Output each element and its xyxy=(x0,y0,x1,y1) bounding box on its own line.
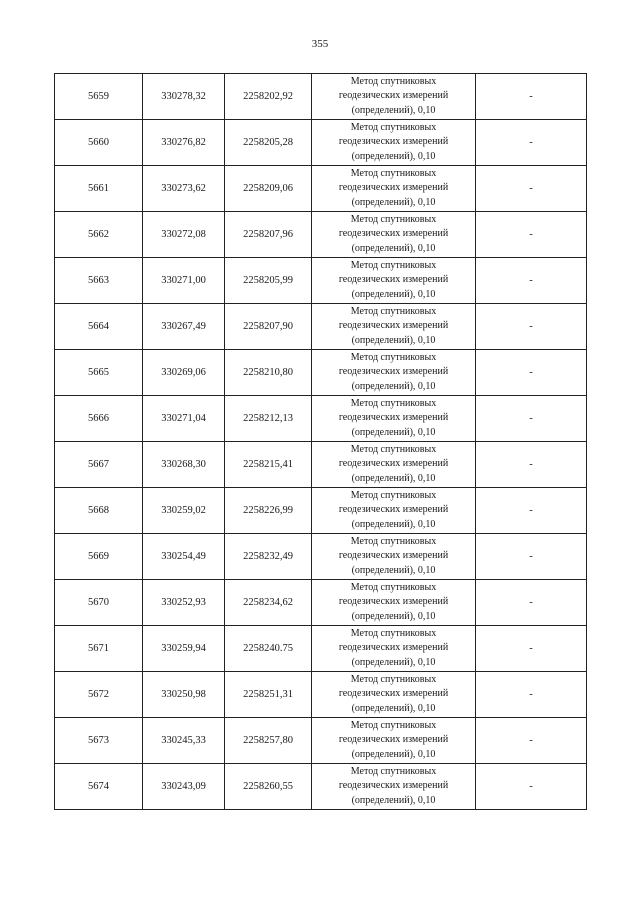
method-line: геодезических измерений xyxy=(338,688,449,700)
method-line: (определений), 0,10 xyxy=(351,426,436,438)
table-row xyxy=(55,672,587,718)
x-coordinate-cell: 330278,32 xyxy=(143,74,225,120)
y-coordinate-cell: 2258205,28 xyxy=(225,120,312,166)
method-line: геодезических измерений xyxy=(338,504,449,516)
method-line: геодезических измерений xyxy=(338,780,449,792)
method-cell xyxy=(312,350,476,396)
point-number-cell: 5670 xyxy=(55,580,143,626)
method-line: (определений), 0,10 xyxy=(351,472,436,484)
point-number-cell: 5661 xyxy=(55,166,143,212)
table-row xyxy=(55,718,587,764)
table-row xyxy=(55,626,587,672)
y-coordinate-cell: 2258205,99 xyxy=(225,258,312,304)
method-cell xyxy=(312,166,476,212)
note-cell: - xyxy=(476,396,587,442)
method-line: (определений), 0,10 xyxy=(351,334,436,346)
method-line: Метод спутниковых xyxy=(350,719,437,731)
note-cell: - xyxy=(476,166,587,212)
point-number-cell: 5666 xyxy=(55,396,143,442)
note-cell: - xyxy=(476,718,587,764)
method-cell xyxy=(312,764,476,810)
y-coordinate-cell: 2258226,99 xyxy=(225,488,312,534)
table-row xyxy=(55,258,587,304)
point-number-cell: 5668 xyxy=(55,488,143,534)
method-line: (определений), 0,10 xyxy=(351,150,436,162)
note-cell: - xyxy=(476,488,587,534)
method-line: геодезических измерений xyxy=(338,734,449,746)
y-coordinate-cell: 2258207,90 xyxy=(225,304,312,350)
y-coordinate-cell: 2258257,80 xyxy=(225,718,312,764)
table-row xyxy=(55,534,587,580)
method-line: Метод спутниковых xyxy=(350,167,437,179)
method-line: Метод спутниковых xyxy=(350,627,437,639)
note-cell: - xyxy=(476,74,587,120)
x-coordinate-cell: 330259,02 xyxy=(143,488,225,534)
method-line: Метод спутниковых xyxy=(350,121,437,133)
note-cell: - xyxy=(476,258,587,304)
x-coordinate-cell: 330271,00 xyxy=(143,258,225,304)
x-coordinate-cell: 330243,09 xyxy=(143,764,225,810)
method-cell xyxy=(312,488,476,534)
method-line: геодезических измерений xyxy=(338,274,449,286)
y-coordinate-cell: 2258240.75 xyxy=(225,626,312,672)
method-cell xyxy=(312,718,476,764)
method-line: (определений), 0,10 xyxy=(351,794,436,806)
table-row xyxy=(55,166,587,212)
method-line: Метод спутниковых xyxy=(350,489,437,501)
y-coordinate-cell: 2258212,13 xyxy=(225,396,312,442)
method-line: (определений), 0,10 xyxy=(351,610,436,622)
note-cell: - xyxy=(476,212,587,258)
method-cell xyxy=(312,396,476,442)
method-cell xyxy=(312,120,476,166)
x-coordinate-cell: 330271,04 xyxy=(143,396,225,442)
method-line: геодезических измерений xyxy=(338,596,449,608)
table-row xyxy=(55,74,587,120)
point-number-cell: 5667 xyxy=(55,442,143,488)
x-coordinate-cell: 330276,82 xyxy=(143,120,225,166)
method-cell xyxy=(312,258,476,304)
method-line: Метод спутниковых xyxy=(350,351,437,363)
method-line: Метод спутниковых xyxy=(350,75,437,87)
method-cell xyxy=(312,534,476,580)
method-line: Метод спутниковых xyxy=(350,581,437,593)
x-coordinate-cell: 330272,08 xyxy=(143,212,225,258)
point-number-cell: 5664 xyxy=(55,304,143,350)
method-line: геодезических измерений xyxy=(338,550,449,562)
point-number-cell: 5660 xyxy=(55,120,143,166)
x-coordinate-cell: 330273,62 xyxy=(143,166,225,212)
method-line: Метод спутниковых xyxy=(350,213,437,225)
method-line: (определений), 0,10 xyxy=(351,518,436,530)
point-number-cell: 5671 xyxy=(55,626,143,672)
table-row xyxy=(55,488,587,534)
method-cell xyxy=(312,672,476,718)
method-line: геодезических измерений xyxy=(338,458,449,470)
method-line: Метод спутниковых xyxy=(350,443,437,455)
method-line: геодезических измерений xyxy=(338,182,449,194)
note-cell: - xyxy=(476,534,587,580)
note-cell: - xyxy=(476,580,587,626)
method-line: (определений), 0,10 xyxy=(351,380,436,392)
table-row xyxy=(55,212,587,258)
y-coordinate-cell: 2258202,92 xyxy=(225,74,312,120)
method-cell xyxy=(312,212,476,258)
y-coordinate-cell: 2258234,62 xyxy=(225,580,312,626)
method-line: (определений), 0,10 xyxy=(351,564,436,576)
point-number-cell: 5674 xyxy=(55,764,143,810)
table-row xyxy=(55,580,587,626)
method-cell xyxy=(312,626,476,672)
x-coordinate-cell: 330268,30 xyxy=(143,442,225,488)
note-cell: - xyxy=(476,304,587,350)
method-line: геодезических измерений xyxy=(338,320,449,332)
method-line: Метод спутниковых xyxy=(350,305,437,317)
x-coordinate-cell: 330267,49 xyxy=(143,304,225,350)
note-cell: - xyxy=(476,120,587,166)
table-row xyxy=(55,304,587,350)
table-row xyxy=(55,396,587,442)
method-line: (определений), 0,10 xyxy=(351,104,436,116)
method-line: Метод спутниковых xyxy=(350,765,437,777)
method-line: геодезических измерений xyxy=(338,412,449,424)
note-cell: - xyxy=(476,442,587,488)
y-coordinate-cell: 2258215,41 xyxy=(225,442,312,488)
note-cell: - xyxy=(476,672,587,718)
y-coordinate-cell: 2258251,31 xyxy=(225,672,312,718)
point-number-cell: 5659 xyxy=(55,74,143,120)
table-row xyxy=(55,764,587,810)
method-line: (определений), 0,10 xyxy=(351,656,436,668)
method-line: (определений), 0,10 xyxy=(351,288,436,300)
point-number-cell: 5662 xyxy=(55,212,143,258)
point-number-cell: 5673 xyxy=(55,718,143,764)
method-line: Метод спутниковых xyxy=(350,259,437,271)
coordinates-table xyxy=(54,73,587,810)
method-line: (определений), 0,10 xyxy=(351,242,436,254)
coordinates-table-body xyxy=(55,74,587,810)
note-cell: - xyxy=(476,764,587,810)
y-coordinate-cell: 2258260,55 xyxy=(225,764,312,810)
method-line: Метод спутниковых xyxy=(350,397,437,409)
method-cell xyxy=(312,442,476,488)
x-coordinate-cell: 330245,33 xyxy=(143,718,225,764)
method-line: геодезических измерений xyxy=(338,90,449,102)
page-number: 355 xyxy=(311,38,329,50)
x-coordinate-cell: 330254,49 xyxy=(143,534,225,580)
table-row xyxy=(55,120,587,166)
method-line: (определений), 0,10 xyxy=(351,748,436,760)
method-cell xyxy=(312,74,476,120)
point-number-cell: 5669 xyxy=(55,534,143,580)
x-coordinate-cell: 330269,06 xyxy=(143,350,225,396)
method-cell xyxy=(312,580,476,626)
method-line: (определений), 0,10 xyxy=(351,196,436,208)
method-line: (определений), 0,10 xyxy=(351,702,436,714)
point-number-cell: 5672 xyxy=(55,672,143,718)
table-row xyxy=(55,350,587,396)
point-number-cell: 5665 xyxy=(55,350,143,396)
y-coordinate-cell: 2258207,96 xyxy=(225,212,312,258)
method-line: геодезических измерений xyxy=(338,642,449,654)
x-coordinate-cell: 330252,93 xyxy=(143,580,225,626)
method-line: геодезических измерений xyxy=(338,366,449,378)
x-coordinate-cell: 330259,94 xyxy=(143,626,225,672)
method-line: геодезических измерений xyxy=(338,228,449,240)
point-number-cell: 5663 xyxy=(55,258,143,304)
x-coordinate-cell: 330250,98 xyxy=(143,672,225,718)
note-cell: - xyxy=(476,350,587,396)
y-coordinate-cell: 2258232,49 xyxy=(225,534,312,580)
method-cell xyxy=(312,304,476,350)
note-cell: - xyxy=(476,626,587,672)
table-row xyxy=(55,442,587,488)
method-line: Метод спутниковых xyxy=(350,535,437,547)
method-line: геодезических измерений xyxy=(338,136,449,148)
y-coordinate-cell: 2258210,80 xyxy=(225,350,312,396)
y-coordinate-cell: 2258209,06 xyxy=(225,166,312,212)
method-line: Метод спутниковых xyxy=(350,673,437,685)
